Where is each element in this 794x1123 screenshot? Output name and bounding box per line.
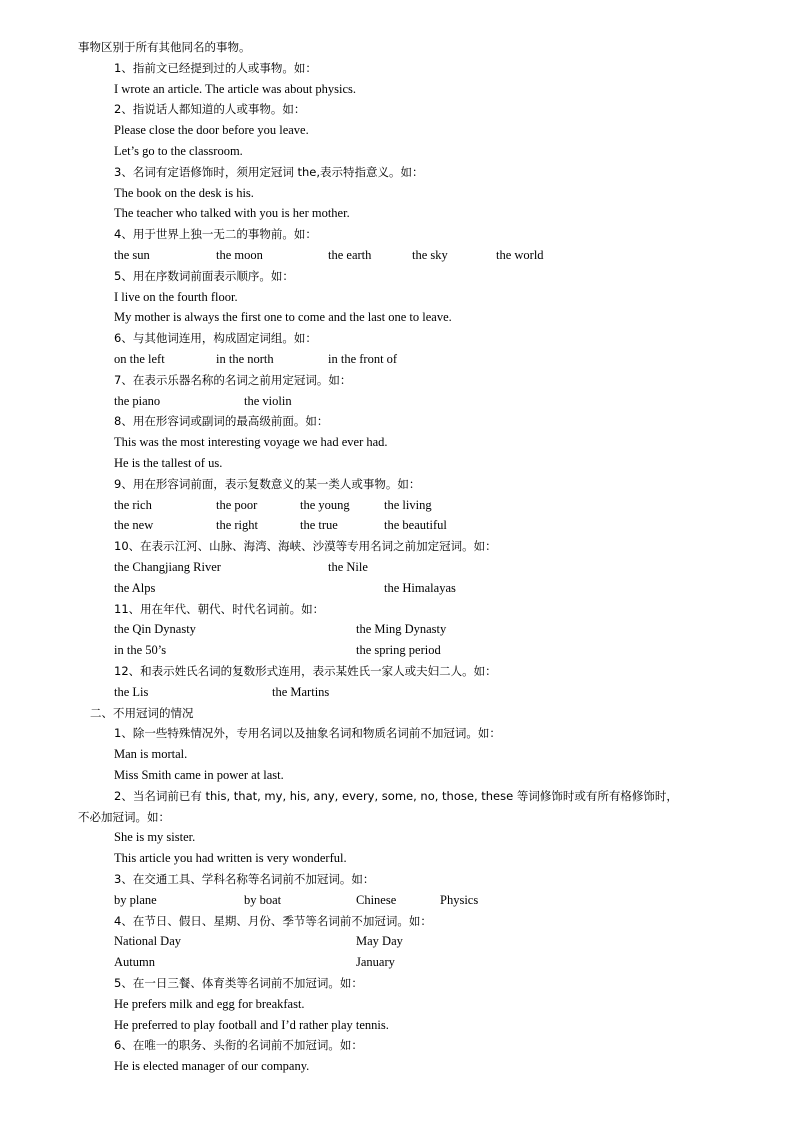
text-line-heading: 11、用在年代、朝代、时代名词前。如：: [114, 601, 325, 616]
text-line-heading: 12、和表示姓氏名词的复数形式连用，表示某姓氏一家人或夫妇二人。如：: [114, 664, 497, 678]
example-cell: the spring period: [356, 643, 441, 658]
example-cell: Physics: [440, 892, 479, 907]
text-line-example: My mother is always the first one to come and the last one to leave.: [114, 310, 452, 325]
example-cell: the beautiful: [384, 518, 447, 533]
text-line-heading: 不必加冠词。如：: [78, 809, 170, 824]
example-cell: on the left: [114, 352, 165, 366]
example-cell: Autumn: [114, 955, 155, 970]
text-line-heading: 6、在唯一的职务、头衔的名词前不加冠词。如：: [114, 1038, 363, 1053]
text-line-heading: 10、在表示江河、山脉、海湾、海峡、沙漠等专用名词之前加定冠词。如：: [114, 539, 497, 554]
text-line-example: He is the tallest of us.: [114, 456, 223, 470]
text-line-heading: 9、用在形容词前面，表示复数意义的某一类人或事物。如：: [114, 476, 421, 491]
example-cell: the earth: [328, 248, 372, 262]
text-line-example: The book on the desk is his.: [114, 185, 254, 200]
text-line-heading: 3、在交通工具、学科名称等名词前不加冠词。如：: [114, 872, 375, 886]
text-line-heading: 1、指前文已经提到过的人或事物。如：: [114, 60, 317, 75]
example-cell: in the 50’s: [114, 643, 167, 658]
example-cell: National Day: [114, 934, 181, 949]
example-cell: in the front of: [328, 352, 398, 366]
example-cell: the new: [114, 518, 154, 533]
text-line-example: He prefers milk and egg for breakfast.: [114, 996, 305, 1011]
example-cell: the poor: [216, 497, 258, 512]
text-line-heading: 2、当名词前已有 this, that, my, his, any, every, some, no, those, these 等词修饰时或有所有格修饰时，: [114, 788, 678, 803]
text-line-example: The teacher who talked with you is her mother.: [114, 206, 350, 221]
text-line-heading: 5、在一日三餐、体育类等名词前不加冠词。如：: [114, 976, 363, 990]
example-cell: the Qin Dynasty: [114, 622, 196, 637]
example-cell: the world: [496, 248, 544, 262]
example-cell: the piano: [114, 393, 161, 408]
example-cell: the Nile: [328, 560, 368, 574]
text-line-heading: 6、与其他词连用，构成固定词组。如：: [114, 331, 317, 346]
example-cell: the sun: [114, 248, 150, 262]
example-cell: the Martins: [272, 684, 330, 699]
text-line-heading: 事物区别于所有其他同名的事物。: [78, 40, 251, 54]
example-cell: Chinese: [356, 892, 397, 907]
text-line-heading: 4、在节日、假日、星期、月份、季节等名词前不加冠词。如：: [114, 913, 432, 928]
example-cell: the Lis: [114, 684, 149, 699]
text-line-example: This article you had written is very wonderful.: [114, 851, 347, 866]
text-line-example: Miss Smith came in power at last.: [114, 768, 284, 782]
text-line-heading: 4、用于世界上独一无二的事物前。如：: [114, 227, 317, 242]
text-line-example: Please close the door before you leave.: [114, 123, 309, 138]
example-cell: the Changjiang River: [114, 560, 221, 574]
example-cell: the Himalayas: [384, 580, 456, 595]
example-cell: May Day: [356, 934, 403, 949]
text-line-heading: 1、除一些特殊情况外，专用名词以及抽象名词和物质名词前不加冠词。如：: [114, 726, 501, 741]
text-line-example: This was the most interesting voyage we had ever had.: [114, 435, 388, 450]
text-line-heading: 5、用在序数词前面表示顺序。如：: [114, 268, 294, 283]
text-line-example: Man is mortal.: [114, 747, 188, 762]
example-cell: the violin: [244, 393, 292, 408]
text-line-heading: 二、不用冠词的情况: [90, 705, 194, 720]
text-line-example: He preferred to play football and I’d rather play tennis.: [114, 1017, 389, 1032]
example-cell: by boat: [244, 892, 282, 907]
text-line-heading: 8、用在形容词或副词的最高级前面。如：: [114, 414, 329, 429]
example-cell: the Ming Dynasty: [356, 622, 447, 637]
text-line-example: I live on the fourth floor.: [114, 289, 238, 304]
text-line-heading: 3、名词有定语修饰时，须用定冠词 the,表示特指意义。如：: [114, 164, 424, 179]
example-cell: the true: [300, 518, 338, 533]
text-line-heading: 2、指说话人都知道的人或事物。如：: [114, 102, 306, 117]
example-cell: the moon: [216, 248, 263, 262]
text-line-example: I wrote an article. The article was about physics.: [114, 81, 357, 96]
example-cell: the young: [300, 497, 350, 512]
example-cell: January: [356, 955, 395, 970]
example-cell: the rich: [114, 497, 152, 512]
example-cell: the Alps: [114, 580, 156, 595]
text-line-example: He is elected manager of our company.: [114, 1059, 310, 1074]
text-line-example: Let’s go to the classroom.: [114, 144, 243, 158]
example-cell: the living: [384, 497, 432, 512]
text-line-heading: 7、在表示乐器名称的名词之前用定冠词。如：: [114, 372, 352, 387]
text-line-example: She is my sister.: [114, 830, 196, 845]
example-cell: the right: [216, 518, 259, 533]
example-cell: the sky: [412, 248, 448, 262]
example-cell: by plane: [114, 892, 157, 907]
example-cell: in the north: [216, 352, 274, 366]
